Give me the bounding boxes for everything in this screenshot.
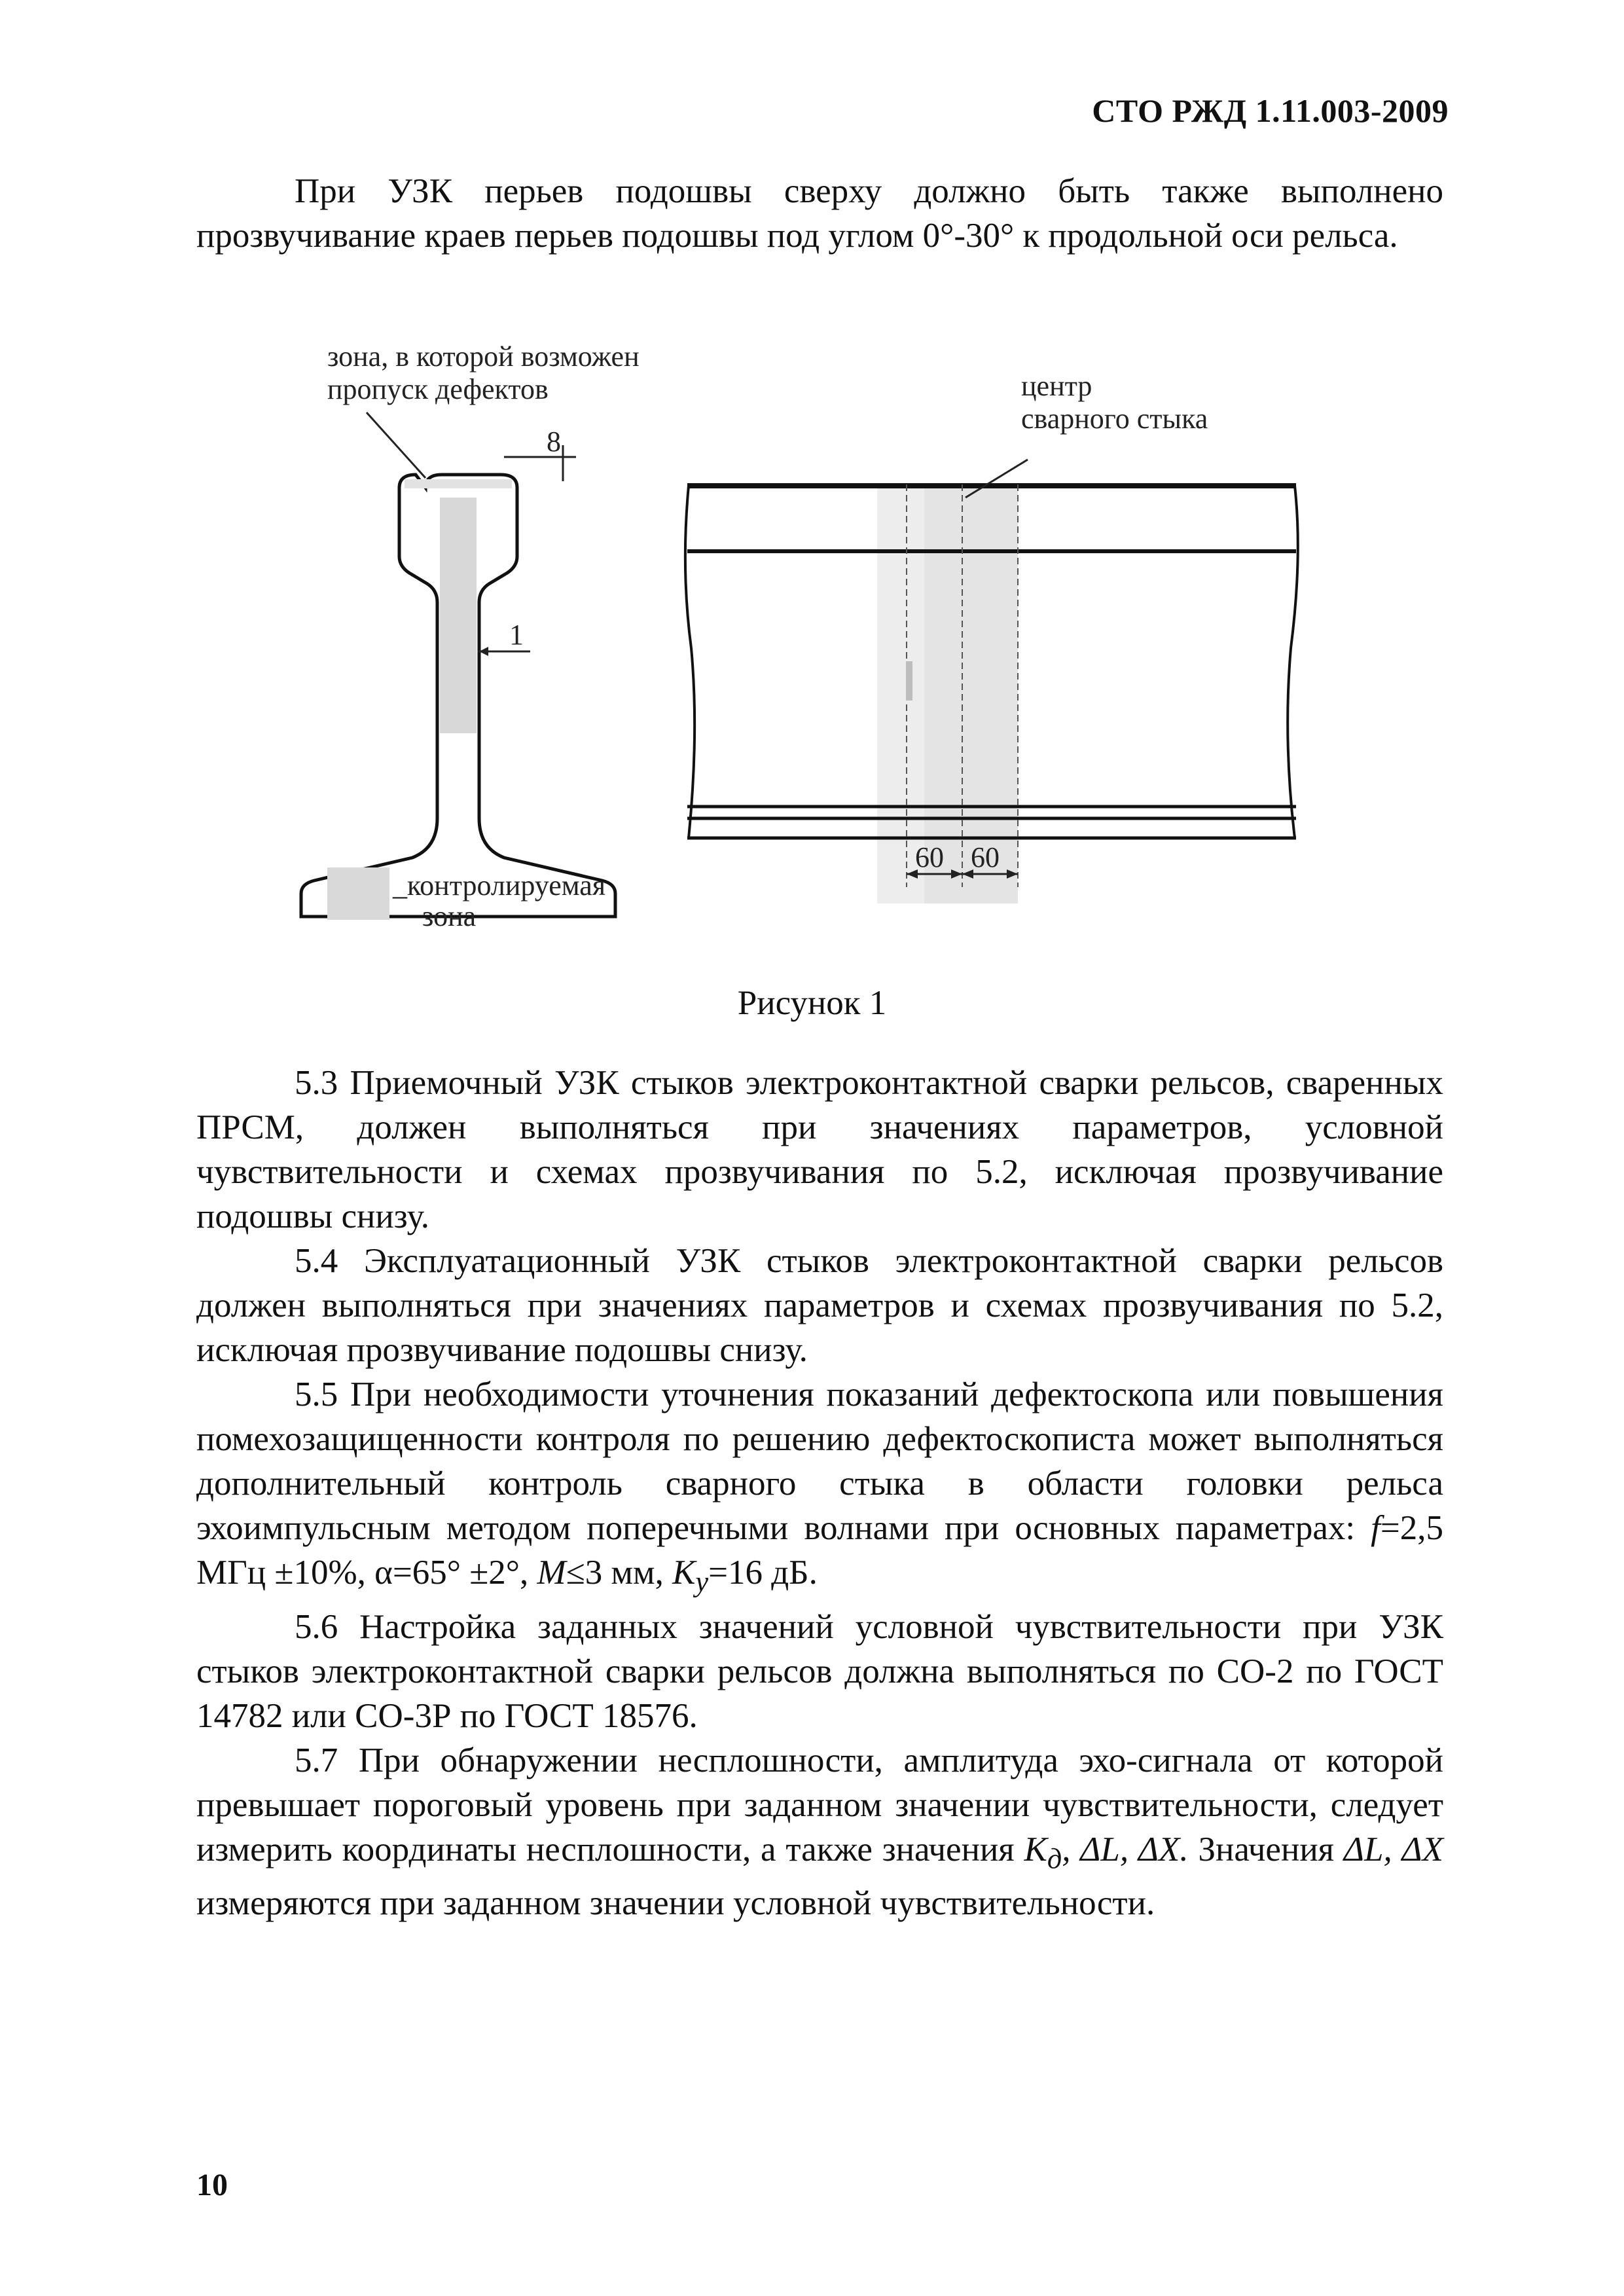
paragraph-5-5 bbox=[196, 1372, 1443, 1605]
paragraph-5-7-part1: 5.7 При обнаружении несплошности, амплитуда эхо-сигнала от которой превышает пороговый уровень при заданном значении чувствительности, следует измерить координаты несплошности, а также значения bbox=[196, 1741, 1443, 1868]
paragraph-5-6: 5.6 Настройка заданных значений условной чувствительности при УЗК стыков электроконтактной сварки рельсов должна выполняться по СО-2 по ГОСТ 14782 или СО-3Р по ГОСТ 18576. bbox=[196, 1607, 1443, 1735]
dimension-60-right-label: 60 bbox=[971, 841, 1000, 873]
page-number: 10 bbox=[196, 2168, 228, 2202]
paragraph-5-7 bbox=[196, 1738, 1443, 1926]
paragraph-5-7-part2: , ΔL, ΔX. bbox=[1062, 1830, 1189, 1868]
param-k-value: =16 дБ. bbox=[708, 1554, 818, 1592]
param-k-subscript: y bbox=[695, 1565, 709, 1598]
kd-symbol: K bbox=[1024, 1830, 1047, 1868]
break-line-left bbox=[685, 486, 695, 838]
figure-1 bbox=[288, 340, 1309, 949]
dimension-8-label: 8 bbox=[547, 426, 561, 458]
legend-label-1: _контролируемая bbox=[393, 869, 606, 902]
kd-subscript: д bbox=[1047, 1842, 1062, 1875]
param-k-symbol: K bbox=[672, 1554, 696, 1592]
intro-text bbox=[196, 169, 1443, 258]
legend-swatch bbox=[327, 867, 389, 920]
side-controlled-zone-left bbox=[877, 484, 924, 903]
paragraph-5-7-part5: измеряются при заданном значении условной чувствительности. bbox=[196, 1884, 1155, 1923]
defect-zone-leader bbox=[367, 412, 425, 478]
legend-label-2: зона bbox=[422, 900, 477, 932]
intro-paragraph: При УЗК перьев подошвы сверху должно быть также выполнено прозвучивание краев перьев подошвы под углом 0°-30° к продольной оси рельса. bbox=[196, 172, 1443, 255]
rail-side-view bbox=[685, 484, 1298, 903]
param-m-value: ≤3 мм, bbox=[566, 1554, 673, 1592]
head-missed-zone bbox=[405, 479, 512, 488]
dimension-1-label: 1 bbox=[509, 619, 524, 651]
param-f-value: =2,5 МГц ±10%, α=65° ±2°, bbox=[196, 1509, 1443, 1592]
weld-mark bbox=[906, 661, 912, 701]
paragraph-5-7-part4: ΔL, ΔX bbox=[1343, 1830, 1443, 1868]
weld-center-label-2: сварного стыка bbox=[1021, 403, 1208, 435]
defect-zone-label-2: пропуск дефектов bbox=[327, 373, 549, 405]
dimension-60-left-label: 60 bbox=[915, 841, 944, 873]
paragraph-5-5-text: 5.5 При необходимости уточнения показаний дефектоскопа или повышения помехозащищенности контроля по решению дефектоскописта может выполняться дополнительный контроль сварного стыка в области головки рельса эхоимпульсным методом поперечными волнами при основных параметрах: bbox=[196, 1376, 1443, 1547]
paragraph-5-7-part3: Значения bbox=[1198, 1830, 1335, 1868]
profile-controlled-zone bbox=[440, 498, 477, 733]
defect-zone-label-1: зона, в которой возможен bbox=[327, 340, 640, 373]
param-f-symbol: f bbox=[1371, 1509, 1380, 1547]
weld-center-label-1: центр bbox=[1021, 370, 1092, 402]
param-m-symbol: M bbox=[537, 1554, 566, 1592]
paragraph-5-3: 5.3 Приемочный УЗК стыков электроконтактной сварки рельсов, сваренных ПРСМ, должен выполняться при значениях параметров, условной чувствительности и схемах прозвучивания по 5.2, исключая прозвучивание подошвы снизу. bbox=[196, 1064, 1443, 1235]
sections-text bbox=[196, 1061, 1443, 1925]
figure-caption: Рисунок 1 bbox=[737, 984, 887, 1022]
document-code: СТО РЖД 1.11.003-2009 bbox=[1092, 92, 1449, 129]
break-line-right bbox=[1288, 486, 1298, 838]
paragraph-5-4: 5.4 Эксплуатационный УЗК стыков электроконтактной сварки рельсов должен выполняться при значениях параметров и схемах прозвучивания по 5.2, исключая прозвучивание подошвы снизу. bbox=[196, 1242, 1443, 1369]
